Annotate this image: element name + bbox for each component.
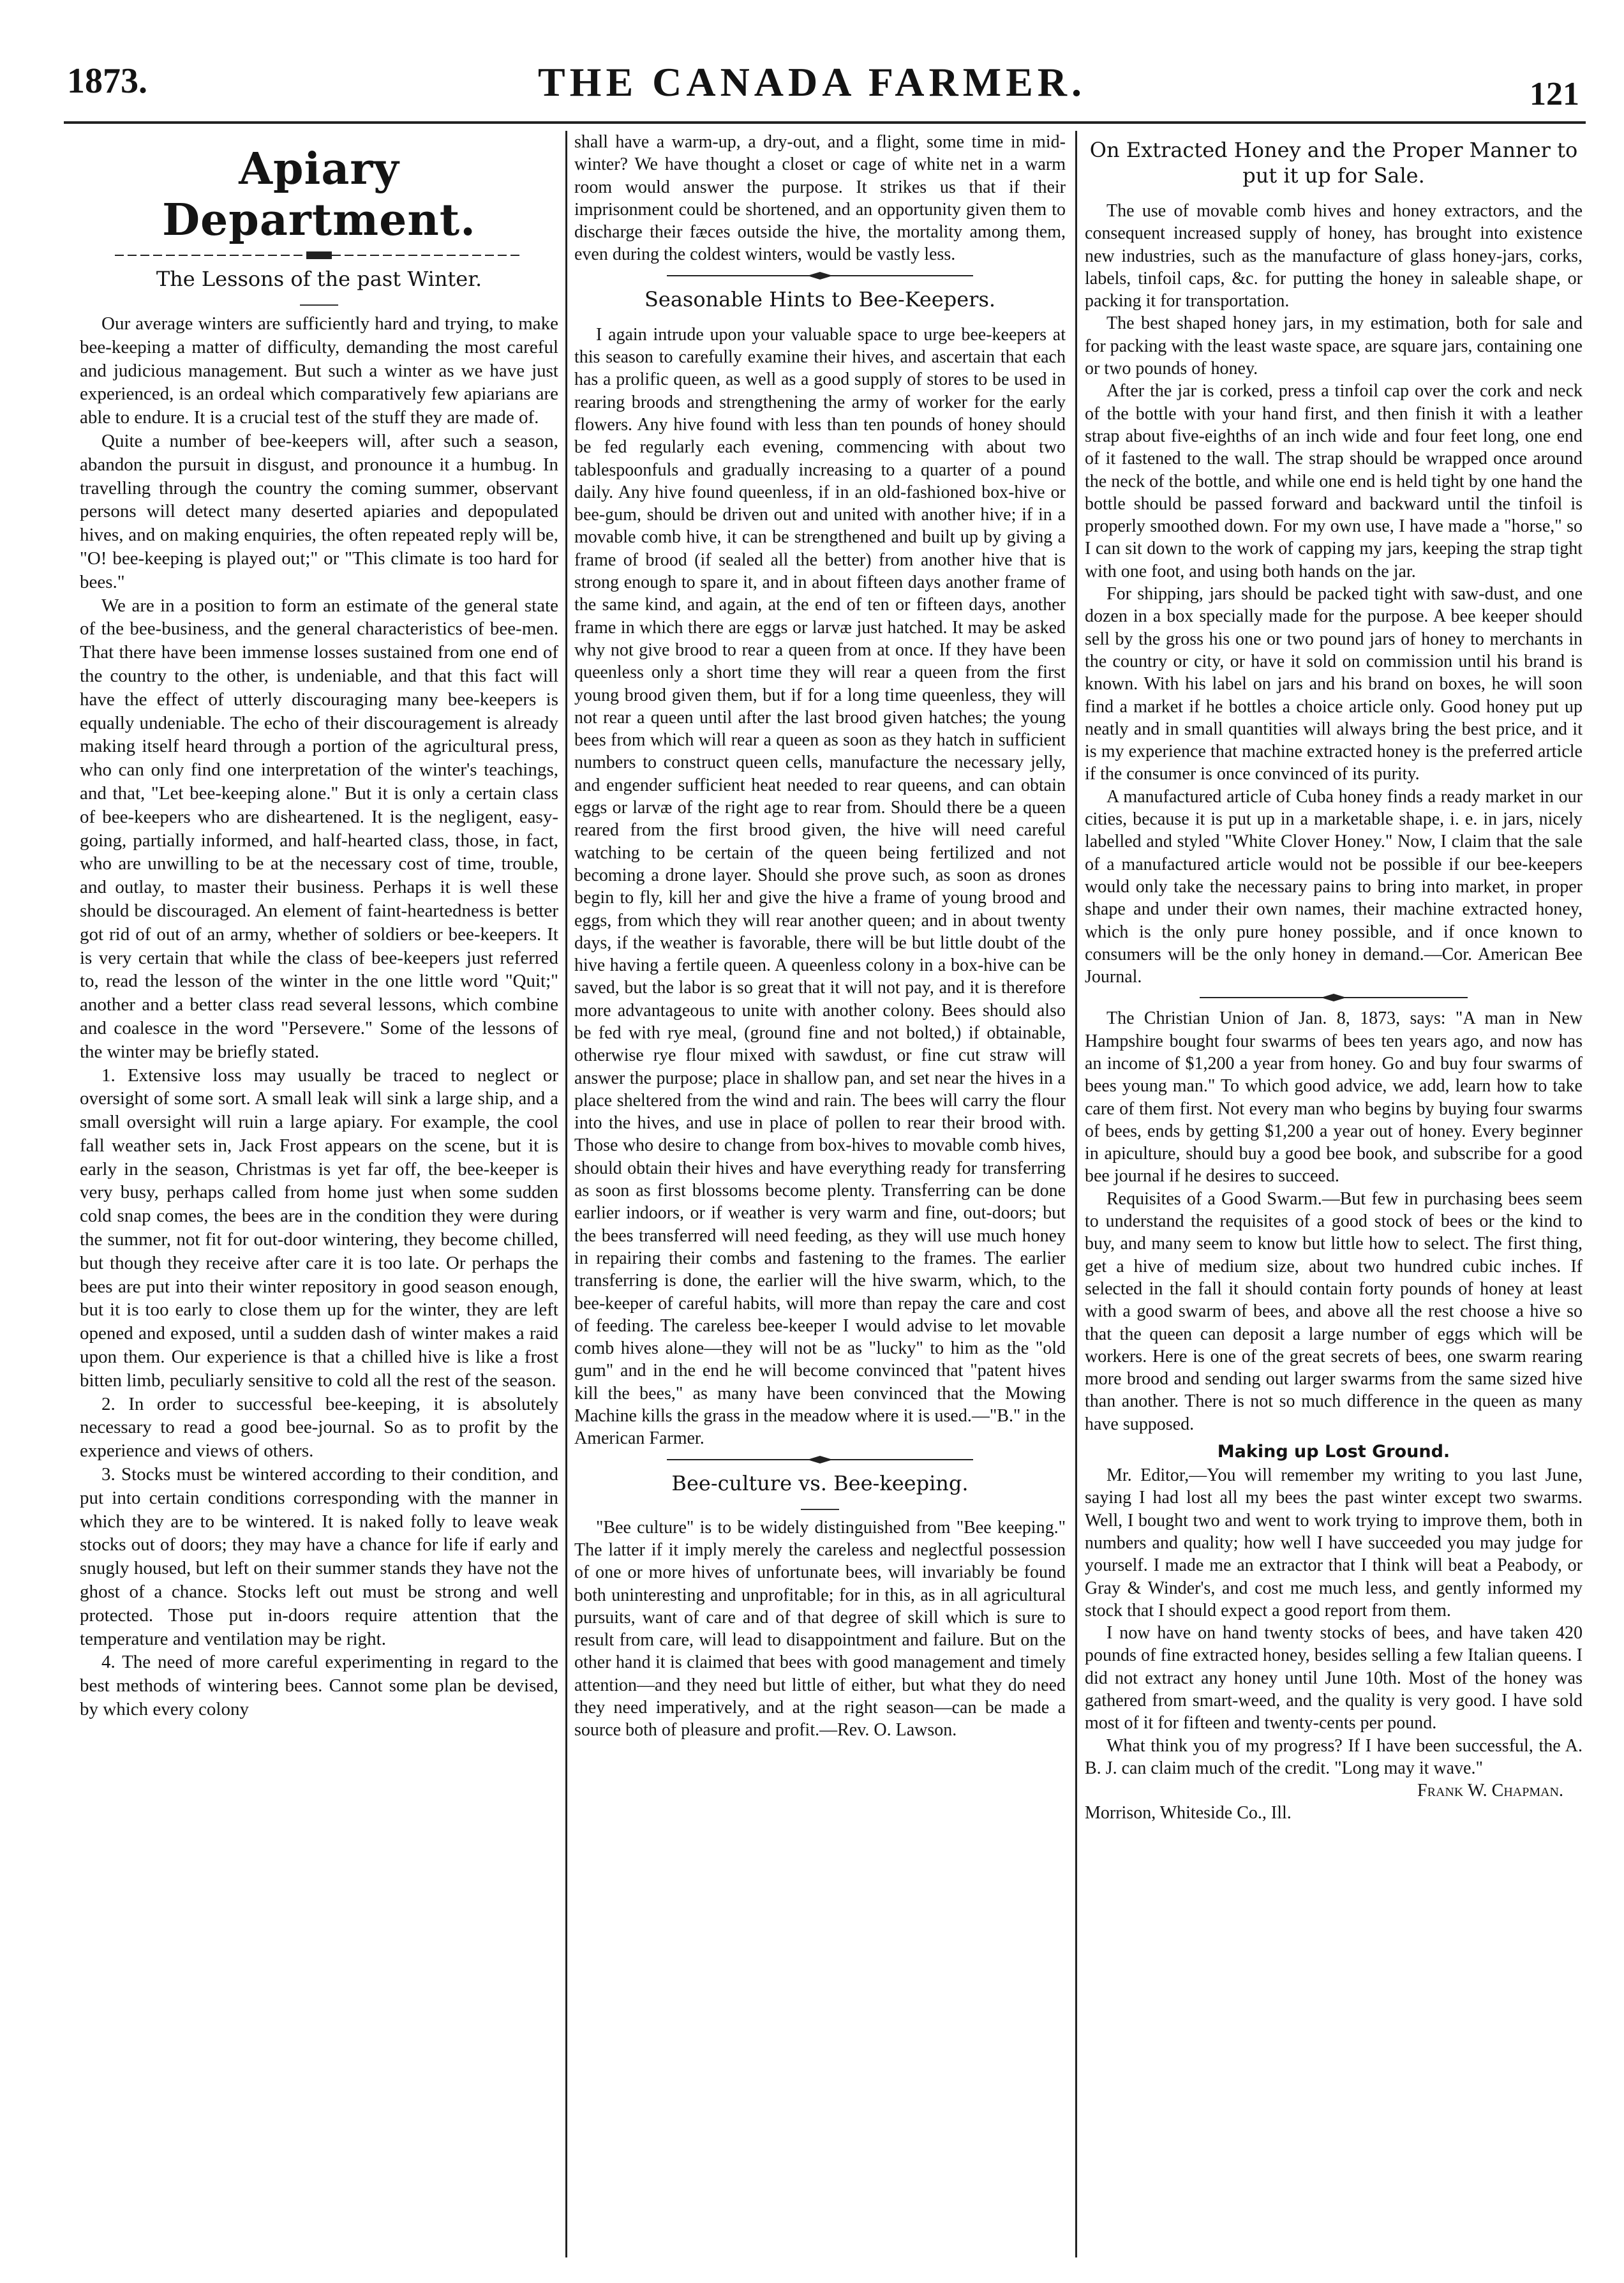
column-rule-left [565,131,567,2257]
signature: Frank W. Chapman. [1417,1781,1563,1801]
column-rule-right [1075,131,1077,2257]
article-title: The Lessons of the past Winter. [156,267,482,291]
department-heading: Apiary Department. [162,144,476,246]
paragraph: The Christian Union of Jan. 8, 1873, says: "A man in New Hampshire bought four swarms of bees ten years ago, and now has an income of $1,200 a year from honey. Go and buy four swarms of bees young man." To which good advice, we add, learn how to take care of them first. Not every man who begins by buying four swarms of bees, ends by getting $1,200 a year out of honey. Every beginner in apiculture, should buy a good bee book, and subscribe for a good bee journal if he desires to succeed. [1085,1008,1583,1186]
short-rule [801,1508,839,1511]
page-number: 121 [1530,76,1579,112]
paragraph: The best shaped honey jars, in my estimation, both for sale and for packing with the least waste space, are square jars, containing one or two pounds of honey. [1085,313,1583,379]
paragraph: I now have on hand twenty stocks of bees, and have taken 420 pounds of fine extracted honey, besides selling a few Italian queens. I did not extract any honey until June 10th. Most of the honey was gathered from smart-weed, and the quality is very good. I have sold most of it for fifteen and twenty-cents per pound. [1085,1623,1583,1733]
location-line: Morrison, Whiteside Co., Ill. [1085,1803,1292,1823]
column-2 [574,131,1066,2264]
ornament-rule [667,1455,973,1464]
article-body [80,312,558,1721]
newspaper-title: THE CANADA FARMER. [537,59,1087,105]
ornament-rule [667,271,973,280]
column-1 [80,131,558,2264]
paragraph: A manufactured article of Cuba honey finds a ready market in our cities, because it is put up in a marketable shape, i. e. in jars, nicely labelled and styled "White Clover Honey." Now, I claim that the sale of a manufactured article would not be possible if our bee-keepers would only take the necessary pains to bring into market, in proper shape and under their own names, their machine extracted honey, which is the only pure honey possible, and if once known to consumers will be the only honey in demand.—Cor. American Bee Journal. [1085,786,1583,987]
paragraph: Mr. Editor,—You will remember my writing to you last June, saying I had lost all my bees the past winter except two swarms. Well, I bought two and went to work trying to improve them, both in numbers and quality; how well I have succeeded you may judge for yourself. I made me an extractor that I think will beat a Peabody, or Gray & Winder's, and cost me much less, and gently informed my stock that I should expect a good report from them. [1085,1465,1583,1621]
ornament-rule [1200,993,1468,1002]
article-title: Seasonable Hints to Bee-Keepers. [644,287,996,311]
paragraph: We are in a position to form an estimate of the general state of the bee-business, and the general characteristics of bee-men. That there have been immense losses sustained from one end of the country to the other, is undeniable, and that this fact will have the effect of utterly discouraging many bee-keepers is equally undeniable. The echo of their discouragement is already making itself heard through a portion of the agricultural press, who can only find one interpretation of the winter's teachings, and that, "Let bee-keeping alone." But it is only a certain class of bee-keepers who are disheartened. It is the negligent, easy-going, partially informed, and half-hearted class, those, in fact, who are unwilling to be at the necessary cost of time, trouble, and outlay, to master their business. Perhaps it is well these should be discouraged. An element of faint-heartedness is better got rid of out of an army, whether of soldiers or bee-keepers. It is very certain that while the class of bee-keepers just referred to, read the lesson of the winter in the one little word "Quit;" another and a better class read several lessons, which combine and coalesce in the word "Persevere." Some of the lessons of the winter may be briefly stated. [80,595,558,1062]
article-title: On Extracted Honey and the Proper Manner to put it up for Sale. [1089,138,1578,188]
masthead [0,0,1624,128]
paragraph: "Bee culture" is to be widely distinguished from "Bee keeping." The latter if it imply merely the careless and neglectful possession of one or more hives of unfortunate bees, will invariably be found both uninteresting and unprofitable; for in this, as in all agricultural pursuits, want of care and of that degree of skill which is sure to result from care, will lead to disappointment and failure. But on the other hand it is claimed that bees with good management and timely attention—and they need but little of either, but what they do need they need imperatively, and at the right season—can be made a source both of pleasure and profit.—Rev. O. Lawson. [574,1517,1066,1740]
paragraph: Our average winters are sufficiently hard and trying, to make bee-keeping a matter of difficulty, demanding the most careful and judicious management. But such a winter as we have just experienced, is an ordeal which comparatively few apiarians are able to endure. It is a crucial test of the stuff they are made of. [80,313,558,428]
paragraph: 4. The need of more careful experimenting in regard to the best methods of wintering bees. Cannot some plan be devised, by which every colony [80,1652,558,1720]
article-title: Bee-culture vs. Bee-keeping. [671,1471,969,1495]
short-rule [300,303,338,307]
paragraph: The use of movable comb hives and honey extractors, and the consequent increased supply of honey, has brought into existence new industries, such as the manufacture of glass honey-jars, corks, labels, tinfoil caps, &c. for putting the honey in saleable shape, or packing it for transportation. [1085,201,1583,311]
paragraph: 1. Extensive loss may usually be traced to neglect or oversight of some sort. A small leak will sink a large ship, and a small oversight will ruin a large apiary. For example, the cool fall weather sets in, Jack Frost appears on the scene, but it is early in the season, Christmas is yet far off, the bee-keeper is very busy, perhaps called from home just when some sudden cold snap comes, the bees are in the condition they were during the summer, not fit for out-door wintering, they become chilled, but though they receive after care it is too late. Or perhaps the bees are put into their winter repository in good season enough, but it is too early to close them up for the winter, they are left opened and exposed, until a sudden dash of winter makes a raid upon them. Our experience is that a chilled hive is like a frost bitten limb, peculiarly sensitive to cold all the rest of the season. [80,1065,558,1391]
paragraph: After the jar is corked, press a tinfoil cap over the cork and neck of the bottle with your hand first, and then finish it with a leather strap about five-eighths of an inch wide and four feet long, one end of it fastened to the wall. The strap should be wrapped once around the neck of the bottle, and while one end is held tight by one hand the bottle should be passed forward and backward until the tinfoil is properly smoothed down. For my own use, I have made a "horse," so I can sit down to the work of capping my jars, keeping the strap tight with one foot, and using both hands on the jar. [1085,381,1583,581]
paragraph: For shipping, jars should be packed tight with saw-dust, and one dozen in a box specially made for the purpose. A bee keeper should sell by the gross his one or two pound jars of honey to merchants in the country or city, or have it sold on commission until his brand is known. With his label on jars and his brand on boxes, he will soon find a market if he bottles a choice article only. Good honey put up neatly and in small quantities will always bring the best price, and it is my experience that machine extracted honey is the preferred article if the consumer is once convinced of its purity. [1085,584,1583,784]
paragraph: What think you of my progress? If I have been successful, the A. B. J. can claim much of the credit. "Long may it wave." [1085,1735,1583,1778]
paragraph-continued: shall have a warm-up, a dry-out, and a flight, some time in mid-winter? We have thought a closet or cage of white net in a warm room would answer the purpose. It strikes us that if their imprisonment could be shortened, and an opportunity given them to discharge their fæces outside the hive, the mortality among them, even during the coldest winters, would be vastly less. [574,132,1066,265]
paragraph: Requisites of a Good Swarm.—But few in purchasing bees seem to understand the requisites of a good stock of bees or the kind to buy, and many seem to know but little how to select. The first thing, get a hive of medium size, about two hundred cubic inches. If selected in the fall it should contain forty pounds of honey at least with a good swarm of bees, and above all the rest choose a hive so that the queen can deposit a large number of eggs which will be workers. Here is one of the great secrets of bees, one swarm rearing more brood and sending out larger swarms from the same sized hive than another. There is not so much difference in the queen as many have supposed. [1085,1188,1583,1434]
paragraph: I again intrude upon your valuable space to urge bee-keepers at this season to carefully examine their hives, and ascertain that each has a prolific queen, as well as a good supply of stores to be used in rearing broods and strengthening the army of worker for the early flowers. Any hive found with less than ten pounds of honey should be fed regularly each evening, commencing with about two tablespoonfuls and gradually increasing to a quarter of a pound daily. Any hive found queenless, if in an old-fashioned box-hive or bee-gum, should be driven out and united with another hive; if in a movable comb hive, it can be strengthened and built up by giving a frame of brood (if sealed all the better) from another hive that is strong enough to spare it, and in about fifteen days another frame of the same kind, and again, at the end of ten or fifteen days, another frame in which there are eggs or larvæ just hatched. It may be asked why not give brood to rear a queen from at once. If they have been queenless only a short time they will rear a queen from the first young brood given them, but if for a long time queenless, they will not rear a queen until after the last brood given hatches; the young bees from which will rear a queen as soon as they hatch in sufficient numbers to construct queen cells, manufacture the necessary jelly, and engender sufficient heat needed to rear queens, and can obtain eggs or larvæ of the right age to rear from. Should there be a queen reared from the first brood given, the hive will need careful watching to be certain of the queen being fertilized and not becoming a drone layer. Should she prove such, as soon as drones begin to fly, kill her and give the hive a frame of young brood and eggs, from which they will rear another queen; and in about twenty days, if the weather is favorable, there will be but little doubt of the hive having a fertile queen. A queenless colony in a box-hive can be saved, but the labor is so great that it will not pay, and it is therefore more advantageous to unite with another colony. Bees should also be fed with rye meal, (ground fine and not bolted,) if obtainable, otherwise rye flour mixed with sawdust, or fine cut straw will answer the purpose; place in shallow pan, and set near the hives in a place sheltered from the wind and rain. The bees will carry the flour into the hives, and use in place of pollen to rear their brood with. Those who desire to change from box-hives to movable comb hives, should obtain their hives and have everything ready for transferring as soon as first blossoms become plenty. Transferring can be done earlier indoors, or if weather is very warm and fine, out-doors; but the bees transferred will need feeding, as they will use much honey in repairing their combs and fastening to the frames. The earlier transferring is done, the earlier will the hive swarm, which, to the bee-keeper of careful habits, will more than repay the care and cost of feeding. The careless bee-keeper I would advise to let movable comb hives alone—they will not be as "lucky" to him as the "old gum" and in the end he will become convinced that "patent hives kill the bees," as many have been convinced that the Mowing Machine kills the grass in the meadow where it is used.—"B." in the American Farmer. [574,324,1066,1449]
ornament-rule [115,251,523,260]
paragraph: 2. In order to successful bee-keeping, it is absolutely necessary to read a good bee-journal. So as to profit by the experience and views of others. [80,1393,558,1462]
paragraph: 3. Stocks must be wintered according to their condition, and put into certain conditions corresponding with the manner in which they are to be wintered. It is naked folly to leave weak stocks out of doors; they may have a chance for life if early and snugly housed, but left on their summer stands they have not the ghost of a chance. Stocks left out must be strong and well protected. Those put in-doors require attention that the temperature and ventilation may be right. [80,1464,558,1649]
article-title: Making up Lost Ground. [1217,1442,1450,1462]
column-3 [1085,131,1583,2264]
paragraph: Quite a number of bee-keepers will, after such a season, abandon the pursuit in disgust, and pronounce it a humbug. In travelling through the country the coming summer, observant persons will detect many deserted apiaries and depopulated hives, and on making enquiries, the often repeated reply will be, "O! bee-keeping is played out;" or "This climate is too hard for bees." [80,430,558,592]
masthead-year: 1873. [67,61,147,101]
masthead-rule [64,121,1586,124]
